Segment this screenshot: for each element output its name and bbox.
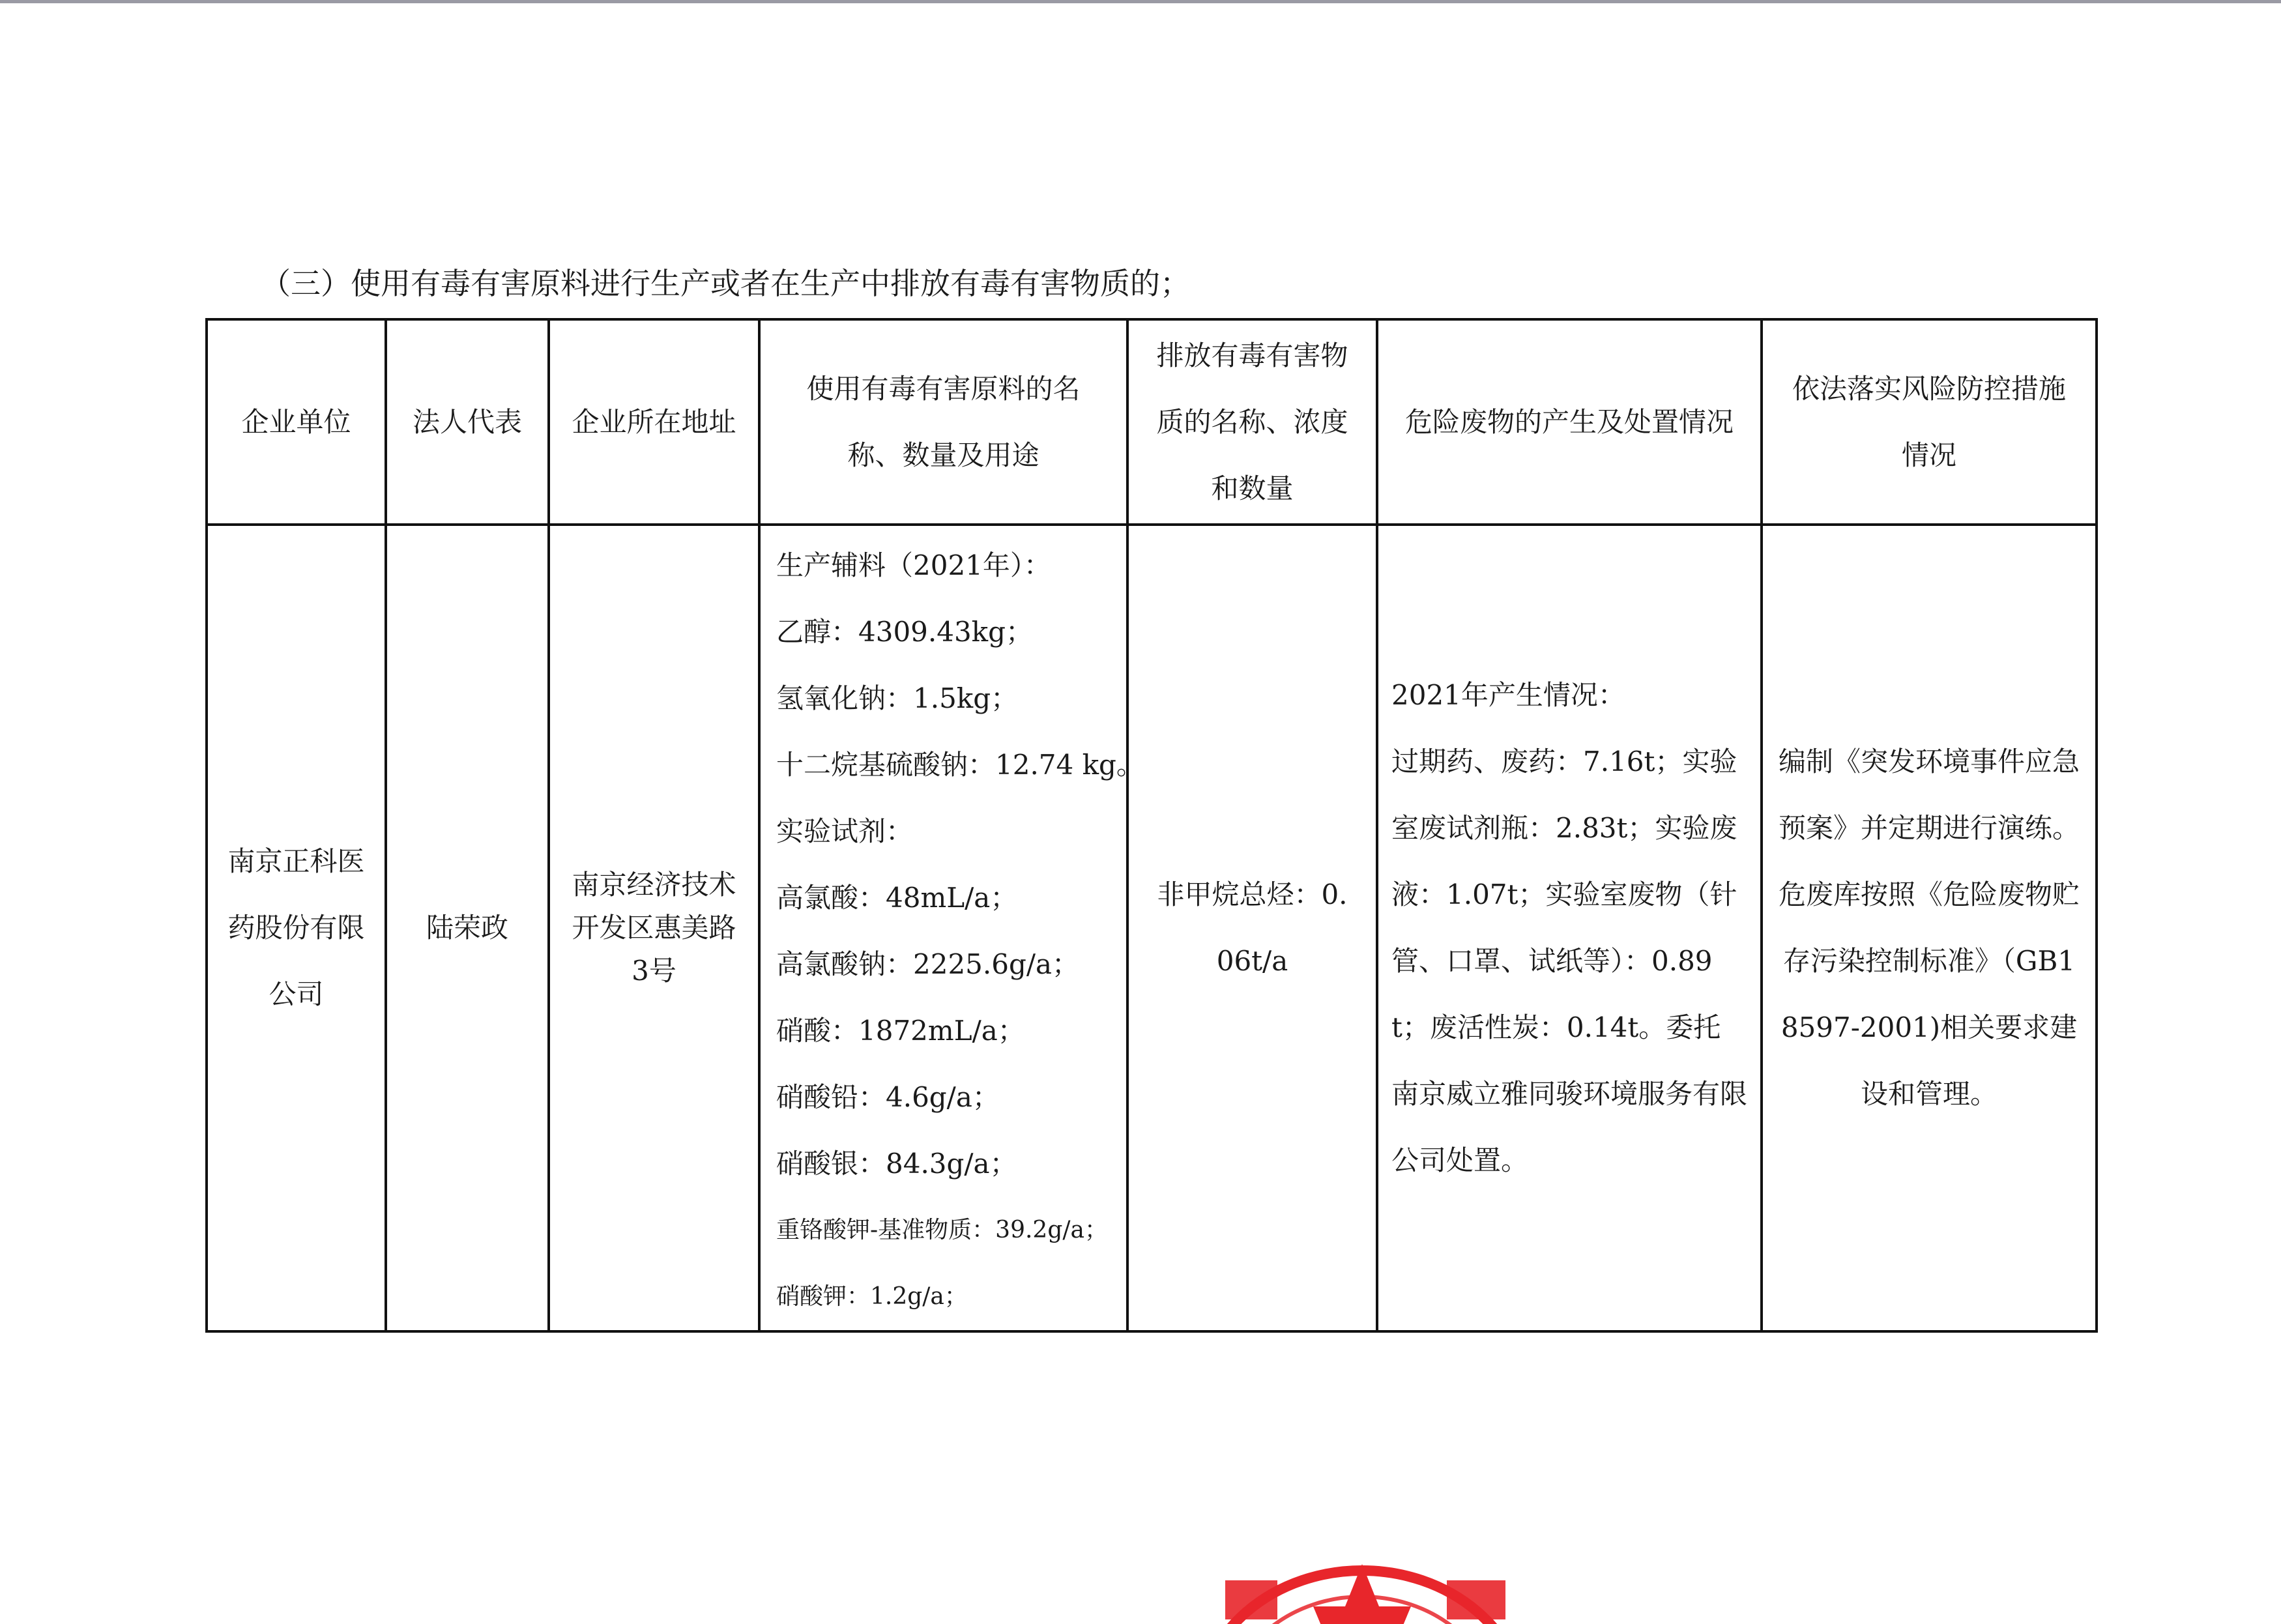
header-emissions: 排放有毒有害物质的名称、浓度和数量 bbox=[1127, 319, 1377, 525]
header-address: 企业所在地址 bbox=[549, 319, 759, 525]
list-item: 生产辅料（2021年）： bbox=[776, 549, 1051, 581]
list-item: 硝酸：1872mL/a； bbox=[776, 1015, 1025, 1047]
list-item: 高氯酸钠：2225.6g/a； bbox=[776, 948, 1080, 980]
page-top-border bbox=[0, 0, 2281, 3]
emissions-cell: 非甲烷总烃：0.06t/a bbox=[1127, 525, 1377, 1331]
list-item: 乙醇：4309.43kg； bbox=[776, 616, 1034, 648]
toxic-substances-table bbox=[205, 318, 2098, 1333]
address-cell: 南京经济技术开发区惠美路3号 bbox=[549, 525, 759, 1331]
table-row bbox=[207, 525, 2097, 1331]
waste-body: 过期药、废药：7.16t；实验室废试剂瓶：2.83t；实验废液：1.07t；实验室废物（针管、口罩、试纸等）：0.89t；废活性炭：0.14t。委托南京威立雅同骏环境服务有限公司处置。 bbox=[1391, 746, 1748, 1176]
list-item: 硝酸银：84.3g/a； bbox=[776, 1148, 1017, 1180]
list-item: 氢氧化钠：1.5kg； bbox=[776, 682, 1019, 714]
list-item: 硝酸铅：4.6g/a； bbox=[776, 1081, 1000, 1113]
legal-rep-cell: 陆荣政 bbox=[386, 525, 549, 1331]
list-item: 实验试剂： bbox=[776, 815, 914, 847]
waste-cell bbox=[1377, 525, 1762, 1331]
list-item: 十二烷基硫酸钠：12.74 kg。 bbox=[776, 749, 1144, 781]
risk-measures-cell: 编制《突发环境事件应急预案》并定期进行演练。危废库按照《危险废物贮存污染控制标准》（GB18597-2001)相关要求建设和管理。 bbox=[1762, 525, 2097, 1331]
header-risk-measures: 依法落实风险防控措施情况 bbox=[1762, 319, 2097, 525]
materials-cell bbox=[759, 525, 1144, 1331]
header-materials: 使用有毒有害原料的名称、数量及用途 bbox=[759, 319, 1127, 525]
list-item: 硝酸钾：1.2g/a； bbox=[776, 1283, 968, 1310]
red-seal-stamp bbox=[1180, 1561, 1545, 1624]
section-heading: （三）使用有毒有害原料进行生产或者在生产中排放有毒有害物质的； bbox=[261, 266, 1190, 301]
list-item: 高氯酸：48mL/a； bbox=[776, 882, 1018, 914]
header-legal-rep: 法人代表 bbox=[386, 319, 549, 525]
company-cell: 南京正科医药股份有限公司 bbox=[207, 525, 386, 1331]
seal-graphic bbox=[1180, 1561, 1545, 1624]
header-waste: 危险废物的产生及处置情况 bbox=[1377, 319, 1762, 525]
header-company: 企业单位 bbox=[207, 319, 386, 525]
table-header-row bbox=[207, 319, 2097, 525]
waste-title: 2021年产生情况： bbox=[1391, 679, 1625, 711]
list-item: 重铬酸钾-基准物质：39.2g/a； bbox=[776, 1217, 1108, 1243]
materials-list bbox=[776, 532, 1144, 1330]
